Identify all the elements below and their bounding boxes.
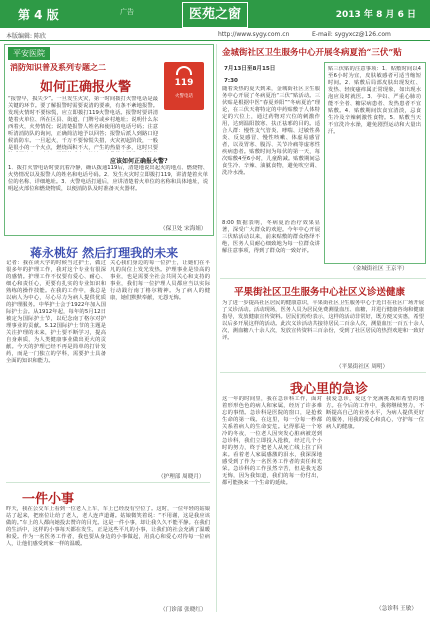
article-title-nurse: 蒋永桃好 然后打理我的未来	[30, 246, 179, 260]
column-divider	[216, 44, 217, 612]
section-tag: 平安医院	[8, 47, 50, 60]
phone-number: 119	[174, 78, 194, 88]
phone-caption: 火警电话	[175, 94, 193, 99]
article-body-fire: “报警早，损失少”。一旦发生火灾，第一时间拨打火警电话是最关键的环节。要了解报警时需要说清的要素，有条不紊地报警。发现火情时不要惊慌，应立即拨打119火警电话。报警时要讲清楚着火单位、所在区县、街道、门牌号或乡村地址；说明什么东西着火，火势情况；说清楚报警人姓名和使用的电话号码；注意听清消防队的询问，正确简洁地予以回答；报警后派人到路口迎候消防车。一旦起火，千万不要惊慌失措，火灾初起阶段，一般是很小的一个火点，燃烧面积不大，产生的热量不多，这时只要	[8, 96, 158, 151]
article-body-er: 这一年的时间里，我在急诊科工作，面对着形形色色的病人和家属，经历了许多难忘的事情。急诊科是医院的窗口，是抢救生命的第一线。在这里，每一分每一秒都关系着病人的生命安危。记得那是一个寒冷的冬夜，一位老人因突发心脏病被送到急诊科，我们立即投入抢救，经过几个小时的努力，终于把老人从死亡线上拉了回来。看着老人家属感激的泪水，我深深地感受到了作为一名医务工作者的责任和光荣。急诊科的工作虽然辛苦，但是我无怨无悔，因为我知道，我们的每一份付出，都可能换来一个生命的延续。	[222, 396, 322, 486]
article-title-small-thing: 一件小事	[22, 492, 75, 507]
article-body-nurse-right: 关心我们身边的每一位护士，让她们在平凡的岗位上发光发热。护理事业是崇高的事业，也是需要全社会共同关心和支持的事业，我们每一位护理人员都应当以实际行动践行南丁格尔精神。为了病人的健康，她们默默奉献，无怨无悔。	[110, 260, 210, 301]
page-header	[0, 0, 430, 28]
article-body-nurse-left: 记者：我在读大学的时候当过护士，做过很多年的护理工作，我对这个专业有很深的感情。护理工作不仅要有爱心、耐心、细心和责任心，更要有扎实的专业知识和熟练的操作技能。在我的工作中，我总是以病人为中心，尽心尽力为病人提供优质的护理服务。中华护士会于1922年加入国际护士会。从1912年起，每年的5月12日被定为国际护士节，以纪念南丁格尔对护理事业的贡献。5.12国际护士节的主题是关注护理的未来，护士要不断学习，提高自身素质，为人类健康事业做出更大的贡献。今天的护理已经不再是简单的打针发药，而是一门独立的学科，需要护士具备全面的知识和能力。	[6, 260, 106, 364]
article-author-small-thing: （门诊部 张晓红）	[160, 607, 207, 613]
article-body-er-2: 我爱急诊，爱这个充满挑战和希望的地方。在今后的工作中，我将继续努力，不断提高自己的业务水平，为病人提供更好的服务，用我的爱心和真心，守护每一位病人的健康。	[326, 396, 424, 430]
header-hint: 广告	[120, 8, 134, 16]
article-title-sanfu: 金城街社区卫生服务中心开展冬病夏治“三伏”贴	[222, 48, 402, 58]
editor-line: 本版编辑: 陈欣	[6, 33, 46, 40]
article-title-fire: 如何正确报火警	[40, 80, 132, 95]
masthead-title: 医苑之窗	[182, 2, 248, 28]
header-rule	[0, 40, 430, 41]
article-author-clinic: （平果街社区 周明）	[336, 364, 389, 370]
phone-icon	[176, 66, 192, 75]
article-body-sanfu: 随着炎热的夏天到来，金城街社区卫生服务中心开展了冬病夏治“三伏”贴活动。三伏贴是根据中医“春夏养阳”“冬病夏治”理论，在三伏天将特定的中药贴敷于人体特定的穴位上，通过药物对穴位的刺激作用，达到温阳散寒、扶正祛邪的目的。适合人群：慢性支气管炎、哮喘、过敏性鼻炎、反复感冒、慢性咳嗽、体虚易感冒者，以及胃寒、腹泻、关节冷痛等虚寒性疾病患者。贴敷时间为每伏的第一天，每次贴敷4至6小时，儿童酌减。贴敷期间忌食生冷、辛辣、油腻食物，避免吹空调、洗冷水澡。	[222, 86, 320, 176]
sanfu-notes: 贴三伏贴的注意事项：1．贴敷时间以4至6小时为宜，皮肤敏感者可适当缩短时间。2．贴敷后局部皮肤出现发红、发热、轻度瘙痒属正常现象，如出现水泡应及时就医。3．孕妇、严重心肺功能不全者、糖尿病患者、发热患者不宜贴敷。4．贴敷期间饮食宜清淡，忌食生冷及辛辣刺激性食物。5．贴敷当天不宜洗冷水澡，避免剧烈运动和大量出汗。	[328, 66, 421, 135]
article-author-fire: （保卫处 宋海姐）	[160, 226, 207, 232]
divider	[220, 278, 426, 279]
article-author-nurse: （护理部 周晓月）	[158, 474, 205, 480]
page-number: 第 4 版	[18, 8, 59, 22]
event-time: 7:30	[224, 78, 238, 84]
issue-date: 2013 年 8 月 6 日	[335, 10, 416, 20]
qa-body: 1．拨打火警电话时要沉着冷静，确认拨通119后，清楚地说出起火的地点、燃烧物、火势情况以及报警人的姓名和电话号码。2．发生火灾时立即拨打119，讲清楚着火单位的名称、详细地址。3．火警电话打通后，应讲清楚着火单位的名称和具体地址，说明起火部位和燃烧物质，以便消防队及时准备灭火器材。	[8, 165, 208, 192]
sub-question: 应该如何正确报火警?	[110, 158, 168, 165]
article-kicker: 消防知识普及系列专题之二	[10, 62, 106, 72]
divider	[6, 482, 210, 483]
fire-phone-graphic	[164, 62, 204, 110]
article-author-er: （急诊科 王敏）	[376, 606, 417, 612]
website-link[interactable]: http://www.sygy.com.cn	[218, 31, 290, 38]
article-body-clinic: 为了进一步提高社区居民的健康意识，平果街社区卫生服务中心于近日在社区广场开展了义诊活动。活动现场，医务人员为居民免费测量血压、血糖，并进行健康咨询和健康指导，发放健康宣传资料。居民们纷纷表示，这样的活动非常好，既方便又实惠，希望以后多开展这样的活动。此次义诊活动共接待居民二百余人次，测量血压一百五十余人次，测血糖八十余人次，发放宣传资料三百余份，受到了社区居民的热烈欢迎和一致好评。	[222, 300, 424, 341]
article-title-clinic: 平果街社区卫生服务中心社区义诊送健康	[234, 287, 406, 298]
article-body-sanfu-2: 8:00 数据表明，冬病夏治治疗效果显著，深受广大群众的欢迎。今年中心开展三伏贴活动以来，前来贴敷的群众络绎不绝，医务人员耐心细致地为每一位群众讲解注意事项，得到了群众的一致好评。	[222, 220, 320, 254]
event-dates: 7月13日至8月15日	[224, 66, 276, 72]
article-body-small-thing: 昨天，我在公交车上看到一位老人上车，车上已经没有空位了。这时，一位年轻的姑娘站了起来，把座位让给了老人，老人连声道谢。姑娘微笑着说：“不用谢，这是我应该做的。”车上的人都向她投去赞许的目光。这是一件小事，却让我久久不能平静。在我们的生活中，这样的小事每天都在发生，正是这些平凡的小事，让我们的社会充满了温暖和爱。作为一名医务工作者，我也要从身边的小事做起，用真心和爱心对待每一位病人，让他们感受到家一样的温暖。	[6, 506, 210, 547]
article-title-er: 我心里的急诊	[290, 382, 369, 397]
divider	[220, 372, 426, 373]
article-author-sanfu: （金城街社区 王京平）	[350, 266, 408, 272]
email-link[interactable]: E-mail: sygyxcz@126.com	[312, 31, 391, 38]
